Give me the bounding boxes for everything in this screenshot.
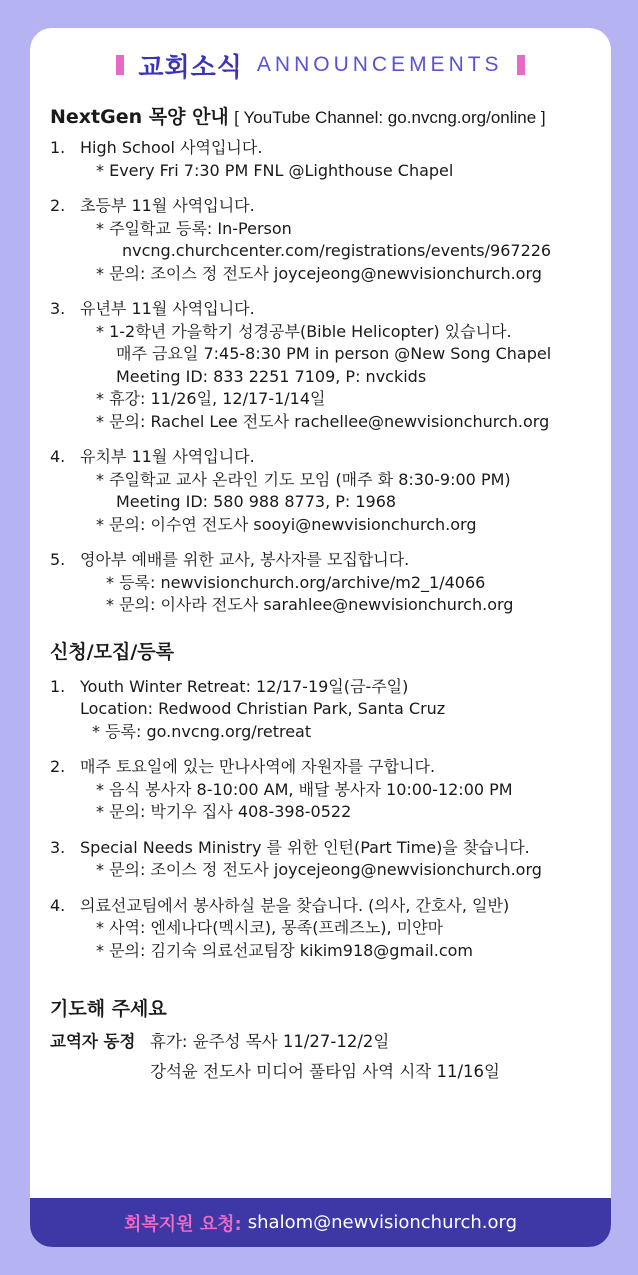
item-line: High School 사역입니다. — [80, 138, 263, 157]
nextgen-heading-title: NextGen 목양 안내 — [50, 106, 229, 128]
item-line: * 문의: 이수연 전도사 sooyi@newvisionchurch.org — [96, 514, 477, 534]
item-line: 유년부 11월 사역입니다. — [80, 299, 255, 318]
footer-email[interactable]: shalom@newvisionchurch.org — [247, 1212, 518, 1233]
item-line: Youth Winter Retreat: 12/17-19일(금-주일) — [80, 676, 409, 696]
item-line: * 문의: 김기숙 의료선교팀장 kikim918@gmail.com — [96, 940, 473, 960]
item-number: 1. — [50, 676, 66, 696]
announcement-card — [30, 28, 611, 1247]
item-line: * 문의: 박기우 집사 408-398-0522 — [96, 802, 352, 821]
item-number: 2. — [50, 757, 66, 776]
item-number: 4. — [50, 447, 66, 466]
header-title-korean: 교회소식 — [138, 52, 243, 83]
item-number: 4. — [50, 895, 66, 915]
item-line: * Every Fri 7:30 PM FNL @Lighthouse Chapel — [96, 160, 454, 180]
nextgen-heading-link: [ YouTube Channel: go.nvcng.org/online ] — [234, 108, 546, 127]
item-line: Meeting ID: 580 988 8773, P: 1968 — [116, 492, 397, 511]
signup-heading-title: 신청/모집/등록 — [50, 640, 175, 663]
item-line: * 등록: go.nvcng.org/retreat — [92, 721, 312, 741]
prayer-line: 강석윤 전도사 미디어 풀타임 사역 시작 11/16일 — [150, 1062, 500, 1081]
list-item — [50, 298, 595, 433]
prayer-row — [50, 1027, 595, 1057]
item-number: 3. — [50, 299, 66, 318]
list-item — [50, 756, 595, 824]
list-item — [50, 137, 595, 182]
item-line: Location: Redwood Christian Park, Santa Cruz — [80, 699, 446, 718]
prayer-line: 휴가: 윤주성 목사 11/27-12/2일 — [150, 1032, 390, 1051]
item-line: * 1-2학년 가을학기 성경공부(Bible Helicopter) 있습니다. — [96, 321, 512, 341]
item-number: 1. — [50, 138, 66, 157]
list-item — [50, 676, 595, 744]
nextgen-section — [50, 104, 595, 617]
content — [50, 104, 595, 1087]
item-line: 매주 금요일 7:45-8:30 PM in person @New Song Chapel — [116, 344, 552, 363]
signup-section — [50, 639, 595, 963]
prayer-row — [50, 1057, 595, 1087]
prayer-heading-title: 기도해 주세요 — [50, 998, 167, 1020]
item-line: * 주일학교 등록: In-Person — [96, 218, 292, 238]
prayer-section — [50, 996, 595, 1087]
header-right-bar — [517, 55, 525, 75]
item-line: * 주일학교 교사 온라인 기도 모임 (매주 화 8:30-9:00 PM) — [96, 469, 511, 489]
item-line: * 휴강: 11/26일, 12/17-1/14일 — [96, 389, 326, 408]
footer-label: 회복지원 요청: — [123, 1213, 242, 1235]
item-line: * 문의: 이사라 전도사 sarahlee@newvisionchurch.org — [106, 595, 514, 614]
item-line: 매주 토요일에 있는 만나사역에 자원자를 구합니다. — [80, 757, 436, 776]
prayer-label: 교역자 동정 — [50, 1032, 136, 1051]
item-line: * 문의: 조이스 정 전도사 joycejeong@newvisionchurch.org — [96, 860, 542, 879]
list-item — [50, 549, 595, 617]
prayer-heading — [50, 996, 595, 1023]
item-number: 5. — [50, 550, 66, 569]
header — [30, 42, 611, 88]
item-line: Special Needs Ministry 를 위한 인턴(Part Time)을 찾습니다. — [80, 837, 530, 857]
header-left-bar — [116, 55, 124, 75]
item-line: 유치부 11월 사역입니다. — [80, 447, 255, 466]
list-item — [50, 446, 595, 536]
list-item — [50, 837, 595, 882]
item-line: * 문의: 조이스 정 전도사 joycejeong@newvisionchurch.org — [96, 263, 542, 283]
signup-heading — [50, 639, 595, 666]
nextgen-heading — [50, 104, 595, 131]
item-line: nvcng.churchcenter.com/registrations/events/967226 — [122, 241, 552, 260]
nextgen-list — [50, 137, 595, 617]
item-line: * 문의: Rachel Lee 전도사 rachellee@newvisionchurch.org — [96, 411, 550, 431]
item-line: * 사역: 엔세나다(멕시코), 몽족(프레즈노), 미얀마 — [96, 918, 444, 937]
item-line: 의료선교팀에서 봉사하실 분을 찾습니다. (의사, 간호사, 일반) — [80, 895, 510, 915]
list-item — [50, 895, 595, 963]
footer — [30, 1198, 611, 1247]
item-line: * 음식 봉사자 8-10:00 AM, 배달 봉사자 10:00-12:00 PM — [96, 779, 513, 799]
item-number: 3. — [50, 837, 66, 857]
item-line: 영아부 예배를 위한 교사, 봉사자를 모집합니다. — [80, 550, 410, 569]
item-number: 2. — [50, 196, 66, 215]
item-line: * 등록: newvisionchurch.org/archive/m2_1/4066 — [106, 572, 486, 592]
item-line: Meeting ID: 833 2251 7109, P: nvckids — [116, 366, 427, 386]
signup-list — [50, 676, 595, 963]
item-line: 초등부 11월 사역입니다. — [80, 196, 255, 215]
header-title-english: ANNOUNCEMENTS — [256, 53, 503, 76]
list-item — [50, 195, 595, 285]
